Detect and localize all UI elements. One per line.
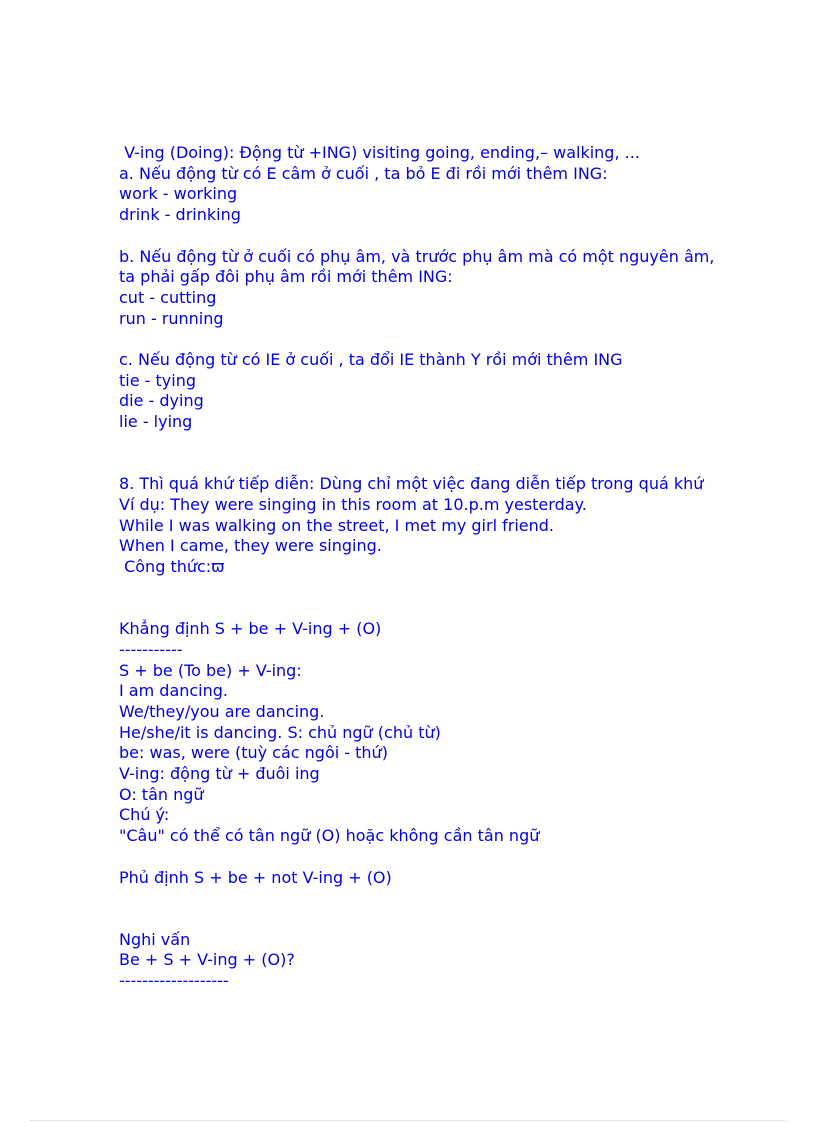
example-a-2: drink - drinking	[119, 205, 241, 225]
interrogative-heading: Nghi vấn	[119, 929, 191, 949]
past-continuous-title: 8. Thì quá khứ tiếp diễn: Dùng chỉ một việc đang diễn tiếp trong quá khứ	[119, 474, 704, 494]
negative-heading: Phủ định S + be + not V-ing + (O)	[119, 867, 392, 887]
example-b-2: run - running	[119, 308, 224, 328]
affirmative-line-4: He/she/it is dancing. S: chủ ngữ (chủ từ)	[119, 722, 441, 742]
affirmative-line-3: We/they/you are dancing.	[119, 701, 325, 721]
past-continuous-example-2: While I was walking on the street, I met my girl friend.	[119, 515, 554, 535]
spacer	[119, 578, 719, 619]
spacer	[119, 847, 719, 868]
spacer	[119, 888, 719, 929]
spacer	[119, 329, 719, 350]
spacer	[119, 226, 719, 247]
spacer	[119, 433, 719, 474]
rule-b: b. Nếu động từ ở cuối có phụ âm, và trước phụ âm mà có một nguyên âm, ta phải gấp đôi phụ âm rồi mới thêm ING:	[119, 246, 720, 287]
example-a-1: work - working	[119, 184, 238, 204]
rule-a: a. Nếu động từ có E câm ở cuối , ta bỏ E đi rồi mới thêm ING:	[119, 163, 608, 183]
affirmative-line-6: V-ing: động từ + đuôi ing	[119, 764, 320, 784]
past-continuous-example-3: When I came, they were singing.	[119, 536, 382, 556]
affirmative-line-9: "Câu" có thể có tân ngữ (O) hoặc không cần tân ngữ	[119, 826, 540, 846]
interrogative-formula: Be + S + V-ing + (O)?	[119, 950, 295, 970]
example-c-3: lie - lying	[119, 412, 193, 432]
example-b-1: cut - cutting	[119, 287, 217, 307]
ving-heading: V-ing (Doing): Động từ +ING) visiting going, ending,– walking, ...	[119, 143, 640, 162]
affirmative-line-7: O: tân ngữ	[119, 784, 204, 804]
affirmative-line-5: be: was, were (tuỳ các ngôi - thứ)	[119, 743, 388, 763]
affirmative-heading: Khẳng định S + be + V-ing + (O)	[119, 619, 382, 639]
page-bottom-divider	[30, 1120, 786, 1121]
example-c-2: die - dying	[119, 391, 204, 411]
interrogative-divider: -------------------	[119, 971, 229, 991]
rule-c: c. Nếu động từ có IE ở cuối , ta đổi IE thành Y rồi mới thêm ING	[119, 350, 623, 369]
document-body	[119, 143, 719, 992]
affirmative-line-1: S + be (To be) + V-ing:	[119, 660, 302, 680]
affirmative-line-8: Chú ý:	[119, 805, 170, 825]
past-continuous-example-1: Ví dụ: They were singing in this room at 10.p.m yesterday.	[119, 494, 587, 514]
formula-label: Công thức:ϖ	[119, 557, 225, 577]
example-c-1: tie - tying	[119, 370, 196, 390]
affirmative-divider: -----------	[119, 639, 183, 659]
affirmative-line-2: I am dancing.	[119, 681, 229, 701]
